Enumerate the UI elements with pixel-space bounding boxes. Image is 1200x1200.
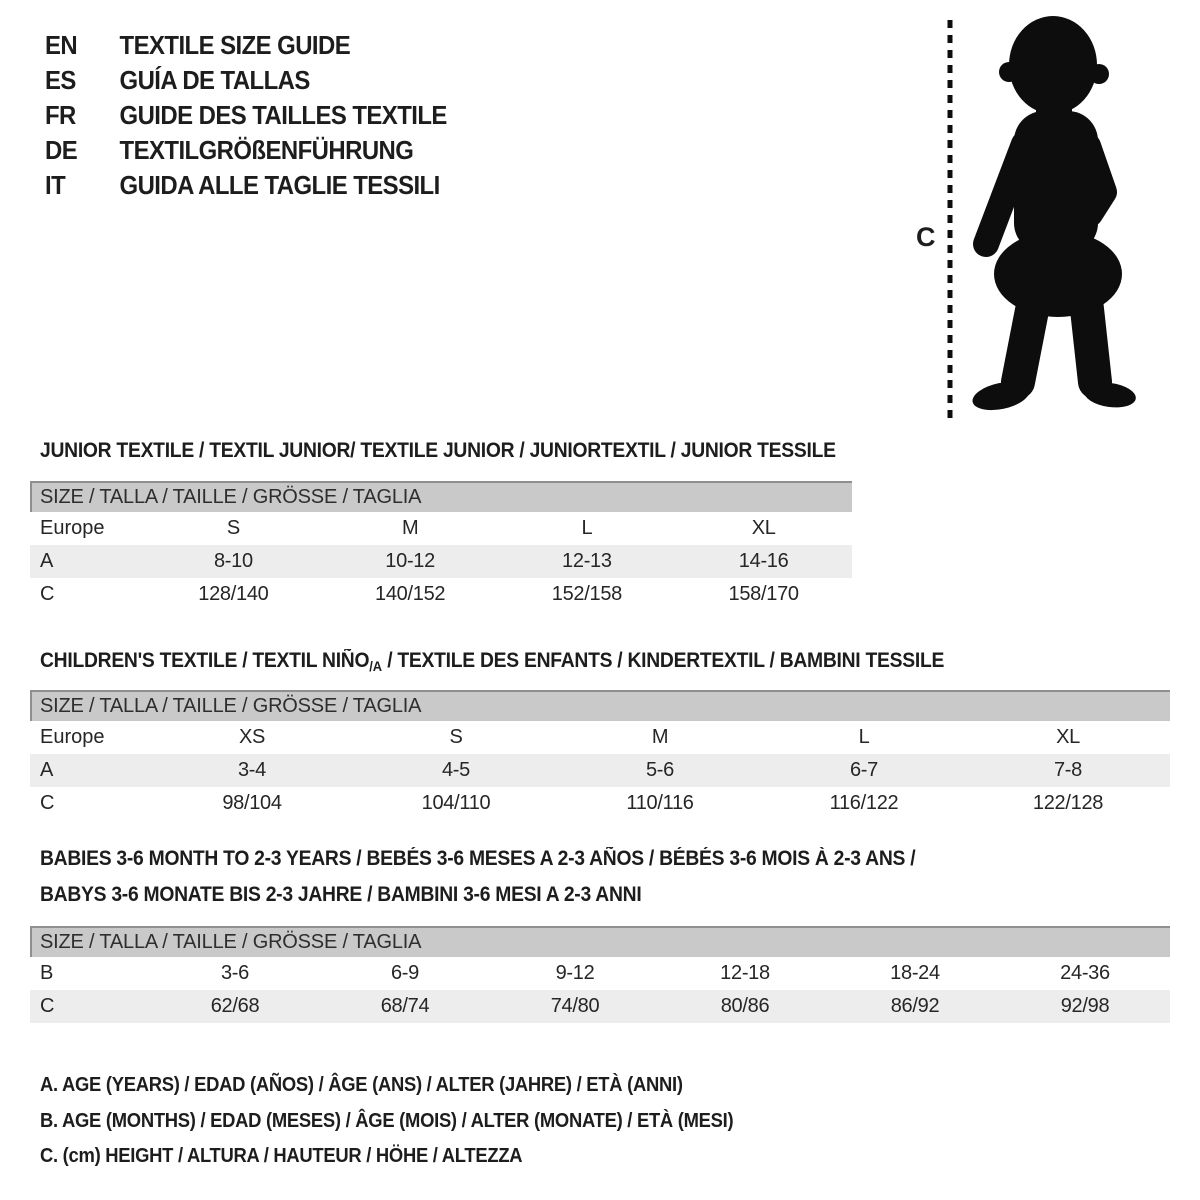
table-cell: L [858,726,870,748]
size-header-bar: SIZE / TALLA / TAILLE / GRÖSSE / TAGLIA [30,926,1170,957]
toddler-silhouette [970,16,1137,415]
table-row [30,721,1170,754]
note-line: C. (cm) HEIGHT / ALTURA / HAUTEUR / HÖHE / ALTEZZA [40,1145,523,1167]
table-cell: 98/104 [222,792,282,814]
section-title-line [40,841,915,877]
table-cell: 4-5 [441,759,470,781]
row-label: A [40,550,54,572]
toddler-silhouette-icon [898,6,1160,432]
table-cell: XS [238,726,266,748]
size-table-babies [30,926,1170,1023]
language-code: IT [45,170,66,200]
size-header-bar: SIZE / TALLA / TAILLE / GRÖSSE / TAGLIA [30,690,1170,721]
table-row [30,787,1170,820]
row-label: Europe [40,517,105,539]
title-text: JUNIOR TEXTILE / TEXTIL JUNIOR/ TEXTILE JUNIOR / JUNIORTEXTIL / JUNIOR TESSILE [40,439,836,462]
language-code: EN [45,30,78,60]
table-cell: M [401,517,419,539]
title-text: / TEXTILE DES ENFANTS / KINDERTEXTIL / BAMBINI TESSILE [382,649,945,672]
table-cell: 12-18 [720,962,770,984]
table-cell: 9-12 [555,962,595,984]
table-cell: 14-16 [738,550,789,572]
table-cell: 128/140 [198,583,269,605]
table-cell: 116/122 [829,792,899,814]
section-title-line [40,643,944,684]
table-cell: 80/86 [720,995,770,1017]
note-line: A. AGE (YEARS) / EDAD (AÑOS) / ÂGE (ANS) / ALTER (JAHRE) / ETÀ (ANNI) [40,1074,683,1096]
title-text: BABIES 3-6 MONTH TO 2-3 YEARS / BEBÉS 3-6 MESES A 2-3 AÑOS / BÉBÉS 3-6 MOIS À 2-3 ANS / [40,847,916,870]
table-cell: 62/68 [210,995,260,1017]
row-label: Europe [40,726,105,748]
section-title-babies [40,841,915,913]
language-title: GUIDE DES TAILLES TEXTILE [119,100,447,130]
table-cell: 7-8 [1053,759,1082,781]
language-code: ES [45,65,76,95]
language-row [45,133,447,168]
language-row [45,28,447,63]
table-cell: S [449,726,463,748]
table-cell: L [581,517,593,539]
title-subscript: /A [369,658,383,674]
table-row [30,957,1170,990]
table-cell: 24-36 [1060,962,1110,984]
table-cell: 122/128 [1032,792,1104,814]
table-cell: 152/158 [551,583,622,605]
table-cell: 92/98 [1060,995,1110,1017]
size-figure [898,6,1160,432]
language-title: GUÍA DE TALLAS [119,65,310,95]
footnotes [40,1068,733,1175]
table-cell: 12-13 [562,550,612,572]
size-header-bar: SIZE / TALLA / TAILLE / GRÖSSE / TAGLIA [30,481,852,512]
table-cell: 104/110 [421,792,491,814]
row-label: A [40,759,54,781]
table-cell: 110/116 [626,792,694,814]
table-cell: 6-9 [390,962,419,984]
language-row [45,168,447,203]
language-title: TEXTILE SIZE GUIDE [119,30,351,60]
table-cell: XL [751,517,776,539]
table-cell: 158/170 [728,583,799,605]
table-row [30,512,852,545]
row-label: B [40,962,54,984]
table-row [30,754,1170,787]
table-cell: XL [1056,726,1080,748]
title-text: CHILDREN'S TEXTILE / TEXTIL NIÑO [40,649,370,672]
table-cell: M [651,726,669,748]
language-row [45,98,447,133]
language-list [45,28,447,203]
section-title-line [40,433,836,469]
language-row [45,63,447,98]
table-cell: 8-10 [213,550,253,572]
table-row [30,578,852,611]
table-cell: S [226,517,240,539]
note-line: B. AGE (MONTHS) / EDAD (MESES) / ÂGE (MOIS) / ALTER (MONATE) / ETÀ (MESI) [40,1109,734,1132]
table-cell: 86/92 [890,995,940,1017]
table-cell: 140/152 [375,583,446,605]
language-title: TEXTILGRÖßENFÜHRUNG [119,135,414,165]
table-cell: 10-12 [385,550,435,572]
size-table-children [30,690,1170,820]
table-cell: 3-6 [220,962,249,984]
row-label: C [40,583,55,605]
table-cell: 18-24 [890,962,940,984]
row-label: C [40,995,55,1017]
language-title: GUIDA ALLE TAGLIE TESSILI [119,170,440,200]
section-title-children [40,643,944,684]
table-cell: 5-6 [645,759,674,781]
table-cell: 6-7 [849,759,878,781]
row-label: C [40,792,55,814]
section-title-line [40,877,915,913]
size-table-junior [30,481,852,611]
table-row [30,545,852,578]
table-cell: 74/80 [550,995,600,1017]
table-cell: 3-4 [237,759,266,781]
table-row [30,990,1170,1023]
table-cell: 68/74 [380,995,430,1017]
height-label-c: C [916,222,936,252]
language-code: DE [45,135,78,165]
title-text: BABYS 3-6 MONATE BIS 2-3 JAHRE / BAMBINI 3-6 MESI A 2-3 ANNI [40,883,642,906]
language-code: FR [45,100,76,130]
section-title-junior [40,433,836,469]
